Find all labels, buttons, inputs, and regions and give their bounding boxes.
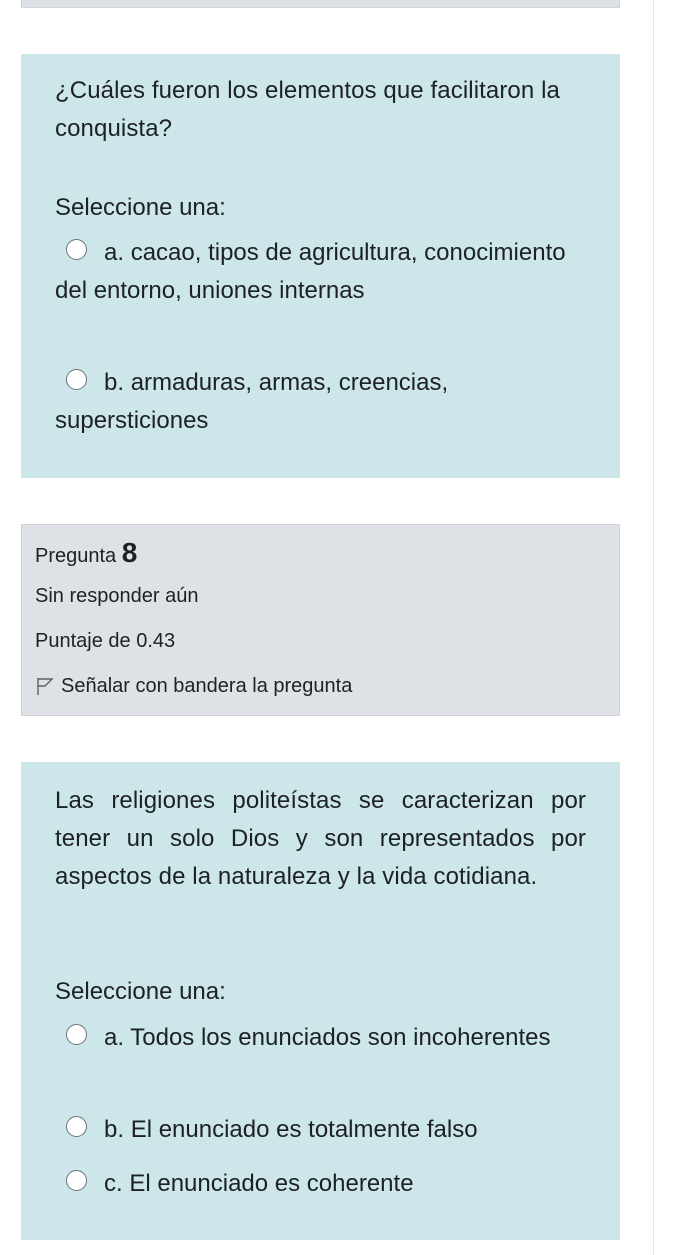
option-letter: b. xyxy=(104,1116,125,1143)
question-8-option-a[interactable] xyxy=(55,1019,590,1057)
option-letter: b. xyxy=(104,369,125,396)
option-letter: a. xyxy=(104,239,125,266)
question-7-panel xyxy=(21,54,620,478)
question-8-text: Las religiones politeístas se caracterizan por tener un solo Dios y son representados por aspectos de la naturaleza y la vida cotidiana. xyxy=(55,787,586,890)
question-number-value: 8 xyxy=(121,537,138,568)
question-7-text: ¿Cuáles fueron los elementos que facilitaron la conquista? xyxy=(55,77,560,142)
option-text: armaduras, armas, creencias, supersticiones xyxy=(55,369,449,434)
flag-label[interactable]: Señalar con bandera la pregunta xyxy=(61,675,353,697)
radio-button[interactable] xyxy=(66,1170,87,1191)
question-8-option-c[interactable] xyxy=(55,1165,590,1203)
question-status: Sin responder aún xyxy=(35,585,199,607)
question-label: Pregunta xyxy=(35,545,117,567)
option-label[interactable] xyxy=(55,234,590,310)
radio-button[interactable] xyxy=(66,1024,87,1045)
radio-button[interactable] xyxy=(66,239,87,260)
question-7-option-a[interactable] xyxy=(55,234,590,310)
question-7-prompt: Seleccione una: xyxy=(55,194,226,221)
question-8-panel xyxy=(21,762,620,1240)
radio-button[interactable] xyxy=(66,369,87,390)
question-8-prompt: Seleccione una: xyxy=(55,978,226,1005)
radio-button[interactable] xyxy=(66,1116,87,1137)
page-divider xyxy=(653,0,654,1255)
option-label[interactable] xyxy=(55,1111,590,1149)
question-number xyxy=(35,537,137,569)
option-text: El enunciado es totalmente falso xyxy=(130,1116,478,1143)
option-label[interactable] xyxy=(55,1019,590,1057)
question-score: Puntaje de 0.43 xyxy=(35,630,176,652)
option-label[interactable] xyxy=(55,364,590,440)
flag-icon[interactable] xyxy=(35,676,55,696)
option-letter: a. xyxy=(104,1024,125,1051)
option-letter: c. xyxy=(104,1170,123,1197)
option-text: cacao, tipos de agricultura, conocimiento del entorno, uniones internas xyxy=(55,239,566,304)
option-label[interactable] xyxy=(55,1165,590,1203)
flag-question-link[interactable] xyxy=(35,675,352,698)
question-8-info xyxy=(21,524,620,716)
option-text: Todos los enunciados son incoherentes xyxy=(130,1024,551,1051)
question-8-option-b[interactable] xyxy=(55,1111,590,1149)
option-text: El enunciado es coherente xyxy=(129,1170,414,1197)
question-7-option-b[interactable] xyxy=(55,364,590,440)
previous-info-box-bottom xyxy=(21,0,620,8)
